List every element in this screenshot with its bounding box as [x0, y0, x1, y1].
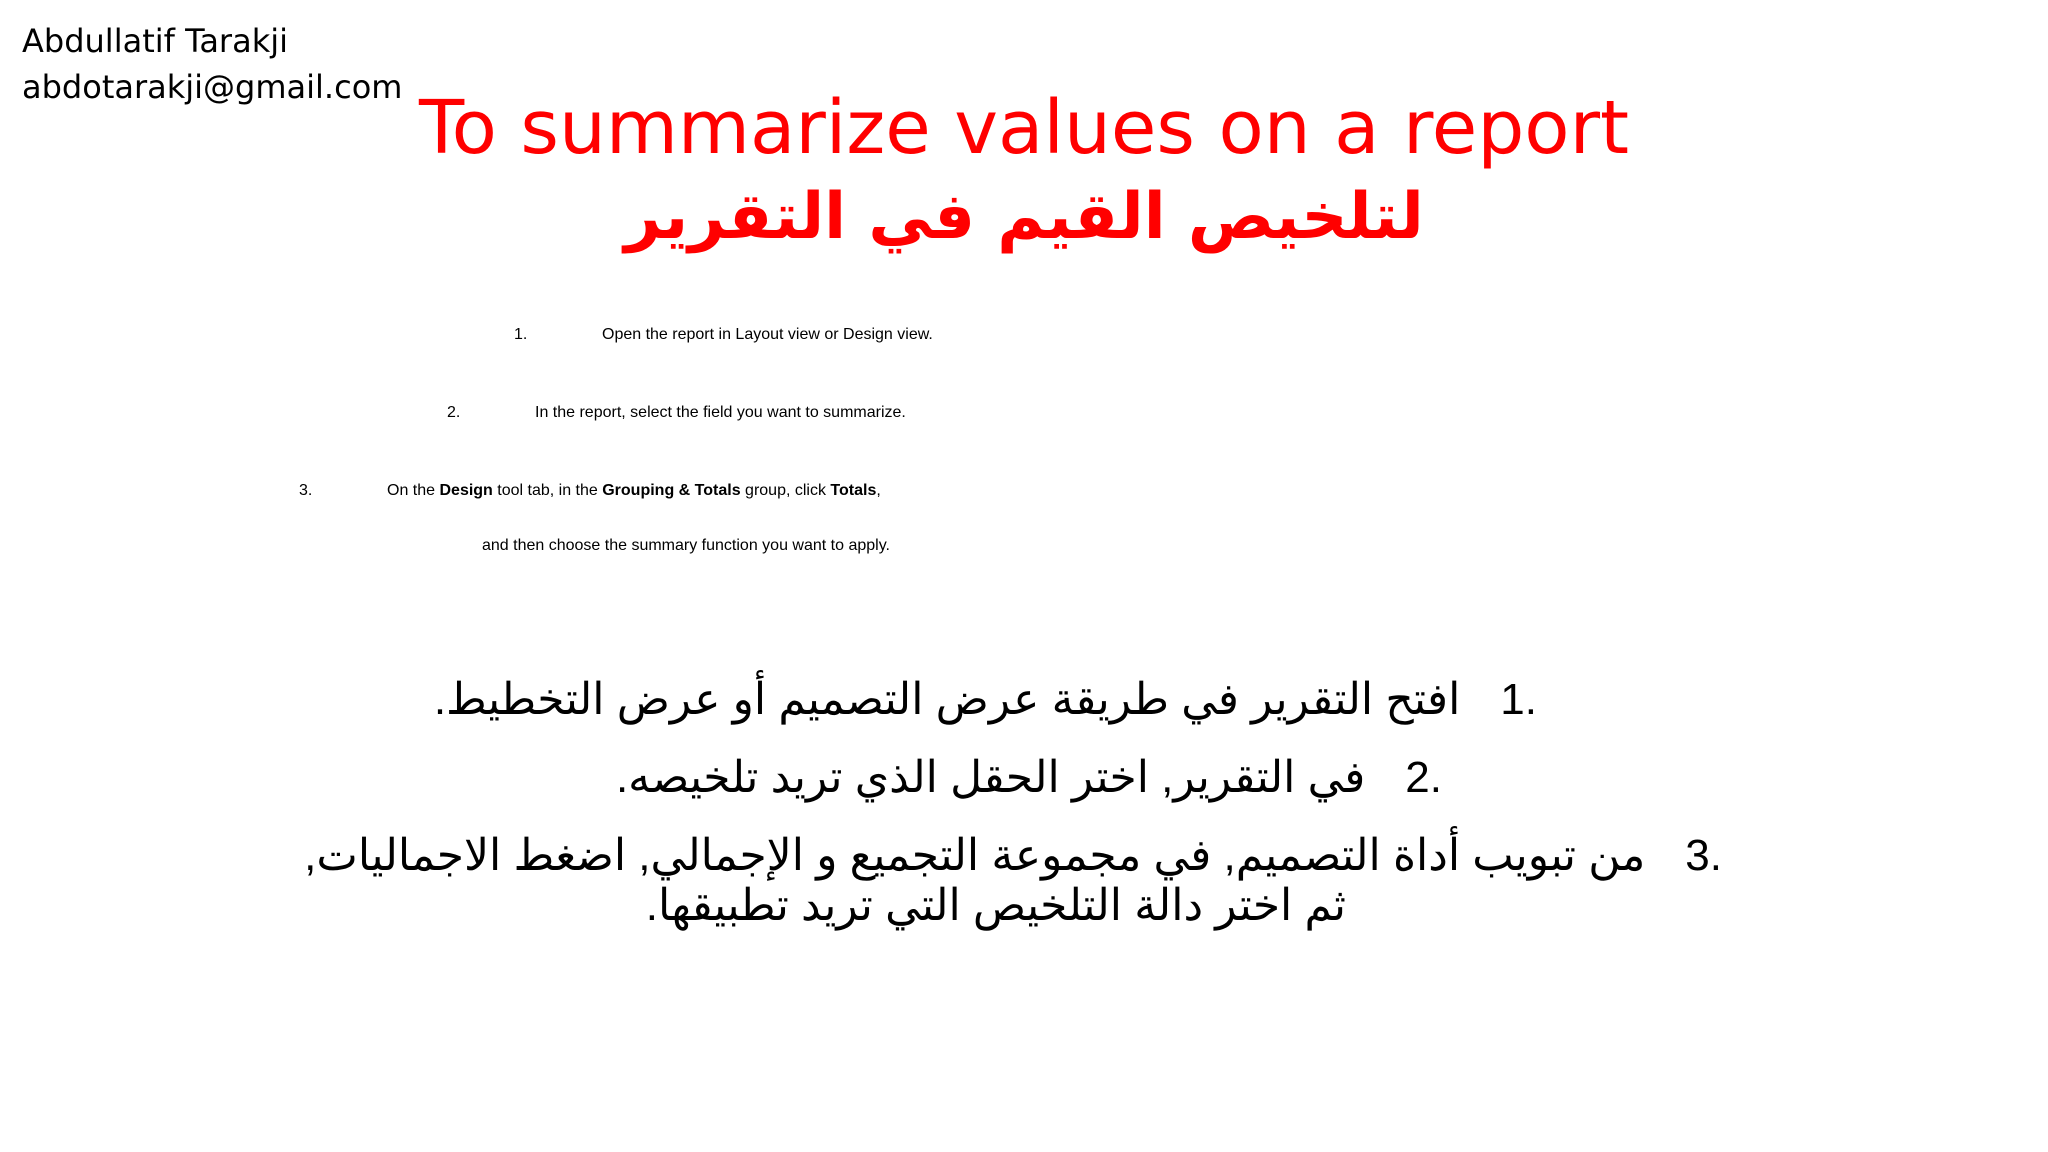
english-step-2: [447, 404, 906, 422]
title-english: To summarize values on a report: [418, 85, 1630, 171]
english-step-3: [299, 482, 881, 500]
step-text: ثم اختر دالة التلخيص التي تريد تطبيقها.: [645, 881, 1346, 930]
step-text: من تبويب أداة التصميم, في مجموعة التجميع و الإجمالي, اضغط الاجماليات,: [304, 831, 1646, 880]
title-arabic: لتلخيص القيم في التقرير: [624, 180, 1424, 254]
step-text-part: On the: [387, 482, 440, 499]
step-text-part: ,: [876, 482, 881, 499]
step-number: 3.: [299, 482, 313, 499]
step-text-bold: Design: [439, 482, 493, 499]
arabic-step-3-line2: [646, 880, 1346, 932]
step-text: في التقرير, اختر الحقل الذي تريد تلخيصه.: [615, 753, 1366, 802]
english-step-1: [514, 326, 933, 344]
step-text: In the report, select the field you want to summarize.: [535, 404, 906, 421]
step-number: 1.: [514, 326, 528, 343]
step-text-part: tool tab, in the: [492, 482, 603, 499]
arabic-step-3: [304, 830, 1722, 882]
step-text: Open the report in Layout view or Design view.: [602, 326, 933, 343]
step-text-part: group, click: [740, 482, 831, 499]
author-name: Abdullatif Tarakji: [22, 22, 288, 60]
step-text-bold: Totals: [830, 482, 877, 499]
english-step-3-line2: and then choose the summary function you want to apply.: [482, 537, 890, 554]
author-email: abdotarakji@gmail.com: [22, 68, 403, 106]
step-number: 2.: [447, 404, 461, 421]
step-number: 1.: [1500, 675, 1537, 724]
arabic-step-1: [434, 674, 1537, 726]
step-text-bold: Grouping & Totals: [602, 482, 741, 499]
step-number: 3.: [1685, 831, 1722, 880]
arabic-step-2: [616, 752, 1442, 804]
step-number: 2.: [1405, 753, 1442, 802]
step-text: افتح التقرير في طريقة عرض التصميم أو عرض التخطيط.: [433, 675, 1461, 724]
